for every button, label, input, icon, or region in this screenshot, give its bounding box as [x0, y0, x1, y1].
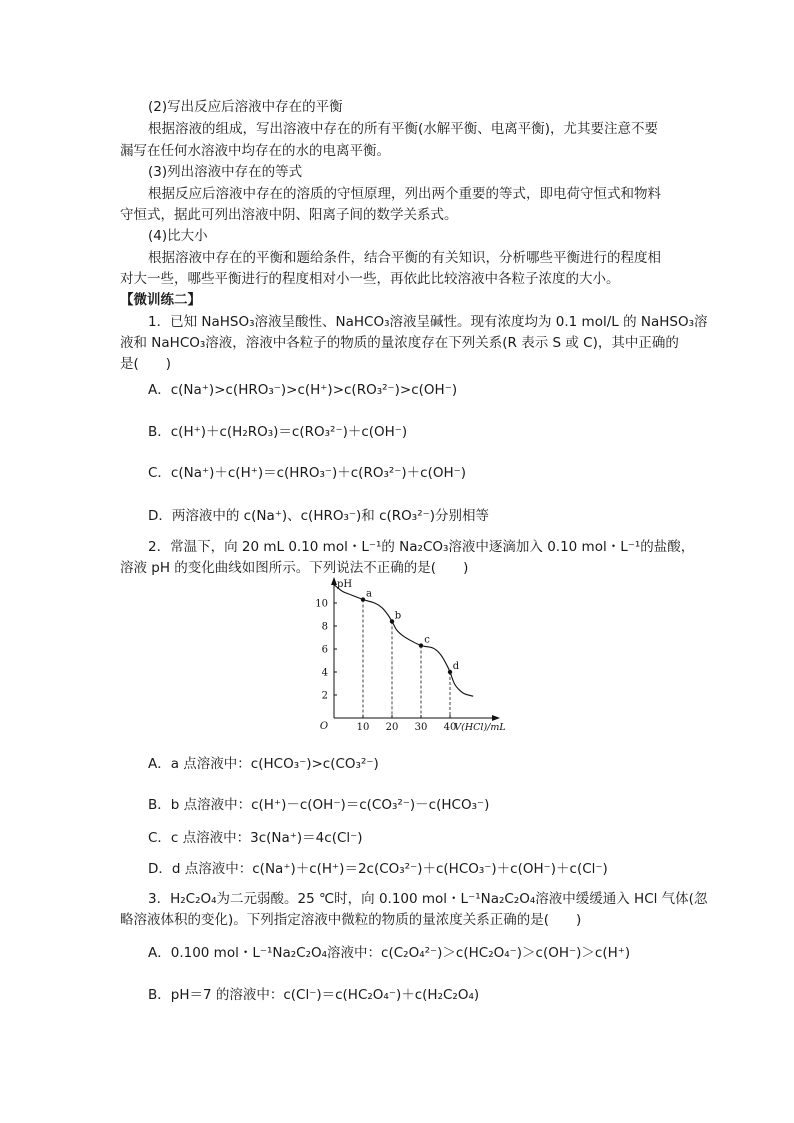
q2-stem-line-1: 2．常温下，向 20 mL 0.10 mol・L⁻¹的 Na₂CO₃溶液中逐滴加入 0.10 mol・L⁻¹的盐酸， — [148, 539, 695, 555]
q2-stem-line-2: 溶液 pH 的变化曲线如图所示。下列说法不正确的是( ) — [120, 560, 469, 576]
y-tick-label: 2 — [321, 690, 328, 702]
point-a-marker — [361, 597, 365, 601]
q1-stem-line-3: 是( ) — [120, 356, 172, 372]
section-3-heading: (3)列出溶液中存在的等式 — [148, 164, 303, 180]
q1-option-a: A．c(Na⁺)>c(HRO₃⁻)>c(H⁺)>c(RO₃²⁻)>c(OH⁻) — [148, 382, 458, 398]
q2-option-d: D．d 点溶液中：c(Na⁺)＋c(H⁺)＝2c(CO₃²⁻)＋c(HCO₃⁻)＋c(OH⁻)＋c(Cl⁻) — [148, 861, 608, 877]
section-3-paragraph-line-2: 守恒式，据此可列出溶液中阴、阳离子间的数学关系式。 — [120, 207, 458, 223]
q1-stem-line-1: 1．已知 NaHSO₃溶液呈酸性、NaHCO₃溶液呈碱性。现有浓度均为 0.1 mol/L 的 NaHSO₃溶 — [148, 314, 708, 330]
origin-label: O — [319, 721, 329, 732]
ph-curve-line — [334, 585, 473, 697]
section-2-paragraph-line-1: 根据溶液的组成，写出溶液中存在的所有平衡(水解平衡、电离平衡)，尤其要注意不要 — [148, 121, 659, 137]
y-tick-label: 4 — [321, 667, 328, 679]
section-4-heading: (4)比大小 — [148, 228, 208, 244]
q2-option-b: B．b 点溶液中：c(H⁺)－c(OH⁻)＝c(CO₃²⁻)－c(HCO₃⁻) — [148, 797, 490, 813]
q1-option-c: C．c(Na⁺)＋c(H⁺)＝c(HRO₃⁻)＋c(RO₃²⁻)＋c(OH⁻) — [148, 465, 467, 481]
q3-option-a: A．0.100 mol・L⁻¹Na₂C₂O₄溶液中：c(C₂O₄²⁻)＞c(HC₂O₄⁻)＞c(OH⁻)＞c(H⁺) — [148, 945, 631, 961]
point-b-label: b — [394, 610, 402, 622]
point-c-marker — [419, 643, 423, 647]
x-axis-arrow — [492, 715, 500, 721]
x-tick-label: 40 — [443, 722, 457, 733]
q1-stem-line-2: 液和 NaHCO₃溶液，溶液中各粒子的物质的量浓度存在下列关系(R 表示 S 或 C)，其中正确的 — [120, 335, 679, 351]
x-tick-label: 10 — [356, 722, 370, 733]
q3-stem-line-1: 3．H₂C₂O₄为二元弱酸。25 ℃时，向 0.100 mol・L⁻¹Na₂C₂O₄溶液中缓缓通入 HCl 气体(忽 — [148, 891, 708, 907]
point-a-label: a — [366, 588, 372, 600]
point-c-label: c — [424, 634, 430, 646]
x-tick-label: 30 — [414, 722, 428, 733]
x-tick-label: 20 — [385, 722, 399, 733]
q1-option-d: D．两溶液中的 c(Na⁺)、c(HRO₃⁻)和 c(RO₃²⁻)分别相等 — [148, 508, 489, 524]
q1-option-b: B．c(H⁺)＋c(H₂RO₃)＝c(RO₃²⁻)＋c(OH⁻) — [148, 424, 408, 440]
x-axis-label: V(HCl)/mL — [454, 722, 506, 733]
point-d-label: d — [452, 661, 460, 672]
q2-option-c: C．c 点溶液中：3c(Na⁺)＝4c(Cl⁻) — [148, 830, 363, 846]
section-3-paragraph-line-1: 根据反应后溶液中存在的溶质的守恒原理，列出两个重要的等式，即电荷守恒式和物料 — [148, 186, 661, 202]
q3-stem-line-2: 略溶液体积的变化)。下列指定溶液中微粒的物质的量浓度关系正确的是( ) — [120, 912, 582, 928]
section-4-paragraph-line-1: 根据溶液中存在的平衡和题给条件，结合平衡的有关知识，分析哪些平衡进行的程度相 — [148, 250, 661, 266]
y-tick-label: 8 — [321, 621, 328, 633]
point-b-marker — [390, 619, 394, 623]
q2-option-a: A．a 点溶液中：c(HCO₃⁻)>c(CO₃²⁻) — [148, 756, 379, 772]
section-2-heading: (2)写出反应后溶液中存在的平衡 — [148, 99, 343, 115]
ph-titration-chart — [312, 576, 512, 738]
section-2-paragraph-line-2: 漏写在任何水溶液中均存在的水的电离平衡。 — [120, 143, 390, 159]
practice-title: 【微训练二】 — [120, 292, 201, 308]
q3-option-b: B．pH＝7 的溶液中：c(Cl⁻)＝c(HC₂O₄⁻)＋c(H₂C₂O₄) — [148, 987, 480, 1003]
point-d-marker — [448, 670, 452, 674]
y-tick-label: 6 — [321, 644, 328, 656]
y-tick-label: 10 — [315, 598, 328, 610]
section-4-paragraph-line-2: 对大一些，哪些平衡进行的程度相对小一些，再依此比较溶液中各粒子浓度的大小。 — [120, 271, 620, 287]
y-axis-label: pH — [337, 579, 353, 590]
